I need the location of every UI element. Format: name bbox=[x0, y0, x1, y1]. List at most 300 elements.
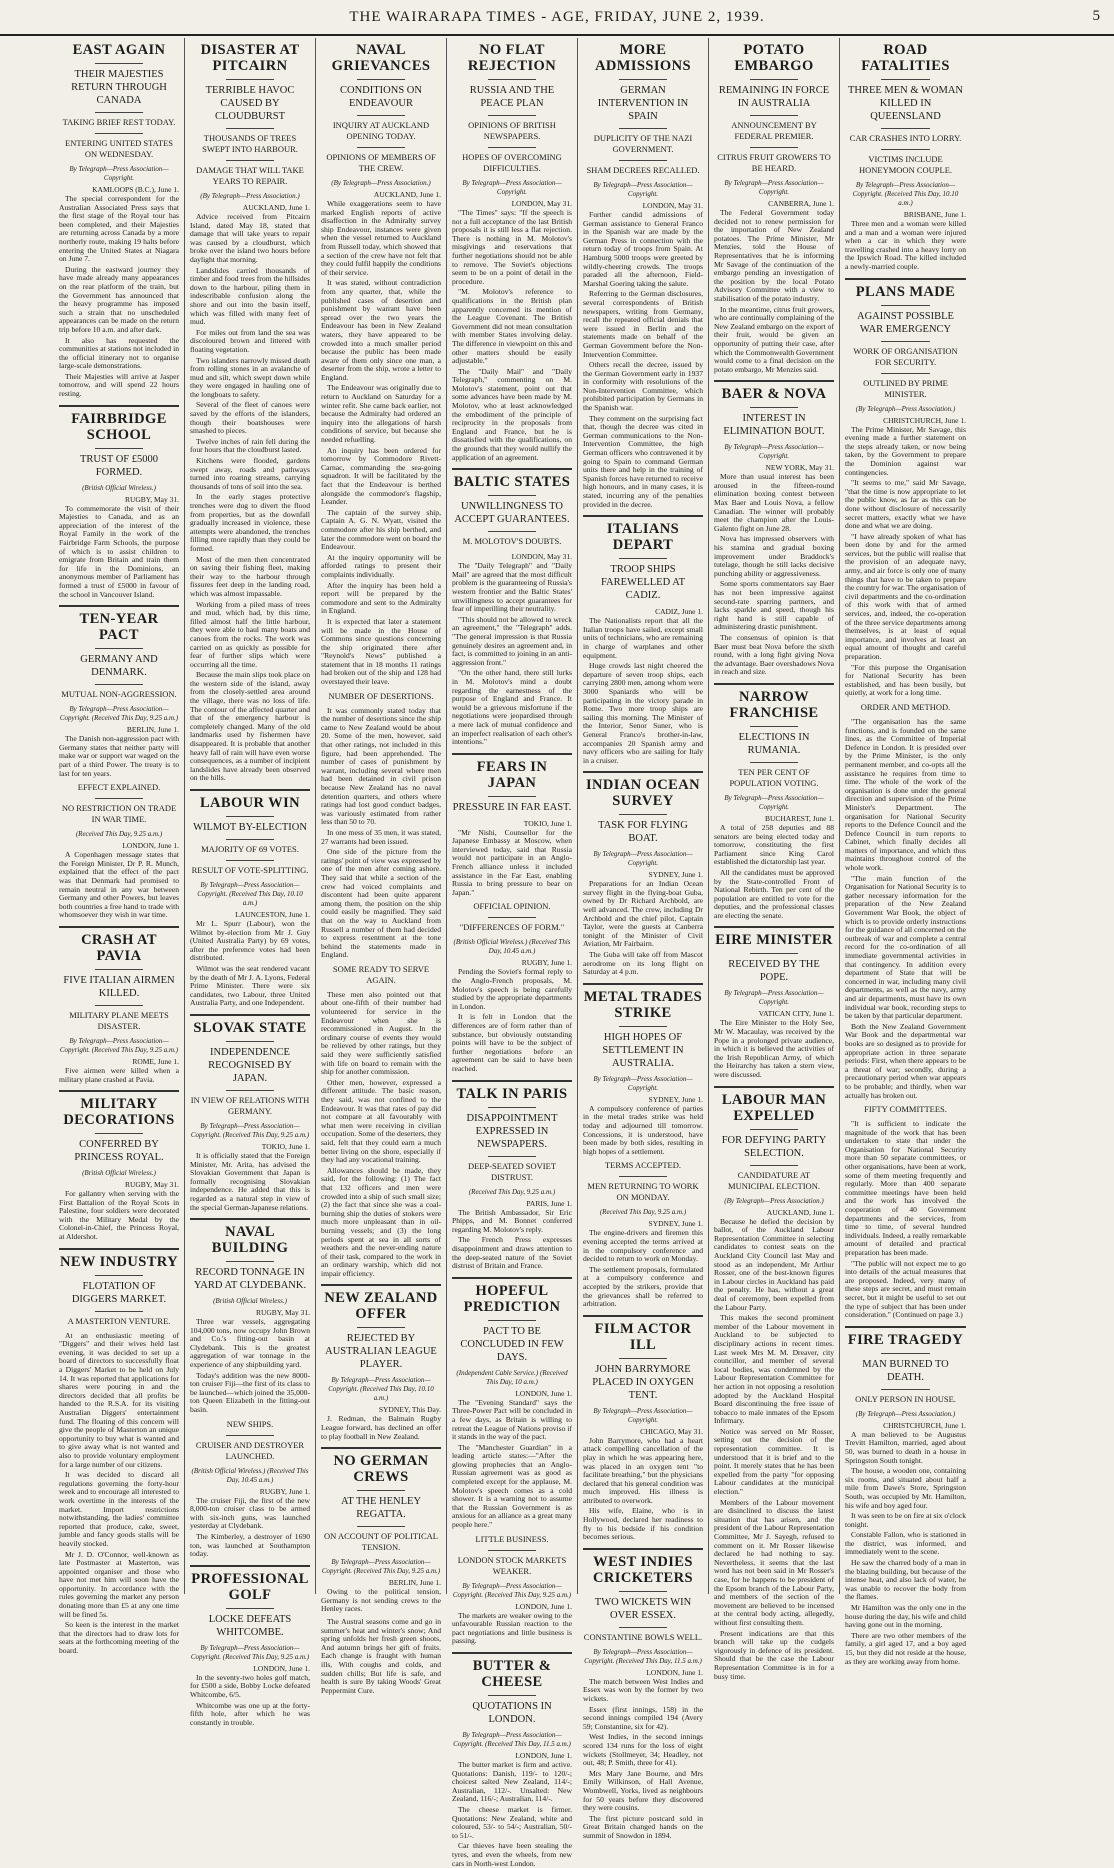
sub-rule bbox=[488, 147, 536, 148]
article-paragraph: For gallantry when serving with the First Battalion of the Royal Scots in Palestine, four soldiers were decorated with the Military Medal by the Colonel-in-Chief, the Princess Royal, at Aldershot. bbox=[59, 1189, 179, 1242]
article-subheading: VICTIMS INCLUDE HONEYMOON COUPLE. bbox=[858, 154, 953, 175]
article-dateline: LONDON, June 1. bbox=[253, 1663, 310, 1673]
article-headline: ITALIANS DEPART bbox=[606, 521, 680, 554]
article-headline: MORE ADMISSIONS bbox=[595, 42, 691, 74]
article-dateline: CHICAGO, May 31. bbox=[640, 1426, 703, 1436]
article-credit: (British Official Wireless.) bbox=[82, 483, 156, 492]
article-divider bbox=[190, 1218, 310, 1220]
article-paragraph: The butter market is firm and active. Quotations: Danish, 119/- to 120/-; choicest salted New Zealand, 114/-; Australian, 112/-. Unsalted: New Zealand, 116/-; Australian, 114/-. bbox=[452, 1760, 572, 1804]
article-headline: FIRE TRAGEDY bbox=[847, 1331, 964, 1348]
article-subheading: FLOTATION OF DIGGERS MARKET. bbox=[71, 1280, 167, 1305]
sub-rule bbox=[226, 860, 274, 861]
sub-rule bbox=[750, 115, 798, 116]
sub-rule bbox=[619, 160, 667, 161]
sub-rule bbox=[226, 1090, 274, 1091]
sub-rule bbox=[750, 762, 798, 763]
article-dateline: BERLIN, June 1. bbox=[388, 1578, 441, 1588]
article-dateline: TOKIO, June 1. bbox=[523, 818, 572, 828]
article-paragraph: For miles out from land the sea was discoloured brown and littered with floating vegetation. bbox=[190, 327, 310, 354]
article bbox=[321, 1284, 441, 1441]
sub-rule bbox=[488, 1107, 536, 1108]
article-credit: (Received This Day, 9.25 a.m.) bbox=[599, 1208, 687, 1217]
article-paragraph: "M. Molotov's reference to qualifications in the British plan apparently concerned its mention of the League Covenant. The British Government did not mean consultation with member States involving delay. The difference in viewpoint on this and other matters should be easily adjustable." bbox=[452, 287, 572, 366]
article-paragraph: It was seen to be on fire at six o'clock tonight. bbox=[845, 1511, 966, 1529]
article-dateline: RUGBY, May 31. bbox=[124, 494, 179, 504]
article bbox=[845, 702, 966, 1100]
article-dateline: RUGBY, June 1. bbox=[521, 958, 572, 968]
article-subheading: M. MOLOTOV'S DOUBTS. bbox=[462, 536, 562, 547]
article-paragraph: Because he defied the decision by ballot, of the Auckland Labour Representation Committee in selecting candidates to contest seats on the Auckland City Council last May and stood as an independent, Mr Arthur Rosser, one of the best-known figures in Labour circles in Auckland has paid the penalty. He has, without a great deal of ceremony, been expelled from the Labour Party. bbox=[714, 1216, 834, 1312]
article-headline: FAIRBRIDGE SCHOOL bbox=[71, 410, 167, 443]
sub-rule bbox=[95, 969, 143, 970]
article bbox=[583, 1160, 703, 1308]
article bbox=[845, 1326, 966, 1666]
article-dateline: CHRISTCHURCH, June 1. bbox=[883, 1420, 966, 1430]
article bbox=[583, 515, 703, 765]
sub-rule bbox=[488, 796, 536, 797]
article-subheading: DUPLICITY OF THE NAZI GOVERNMENT. bbox=[593, 133, 693, 154]
sub-rule bbox=[750, 953, 798, 954]
article-subheading: ELECTIONS IN RUMANIA. bbox=[738, 731, 810, 756]
article-dateline: CHRISTCHURCH, June 1. bbox=[883, 415, 966, 425]
article-subheading: PRESSURE IN FAR EAST. bbox=[452, 801, 572, 813]
article-headline: BUTTER & CHEESE bbox=[472, 1658, 552, 1690]
article-paragraph: It is felt in London that the differences are of form rather than of substance, but obviously outstanding points will have to be the subject of further negotiations before an agreement can be said to have been reached. bbox=[452, 1012, 572, 1073]
article-paragraph: One side of the picture from the ratings' point of view was expressed by one of the men after coming ashore. They said that while a section of the crew had voiced complaints and discontent had been quite apparent among them, the position on the ship could easily be magnified. They said that on the way to Auckland from Russell a number of them had decided to express resentment at the tone behind the statements made in England. bbox=[321, 847, 441, 960]
article bbox=[583, 983, 703, 1157]
article-dateline: AUCKLAND, June 1. bbox=[766, 1207, 834, 1217]
article-subheading: ONLY PERSON IN HOUSE. bbox=[855, 1393, 956, 1404]
sub-rule bbox=[488, 79, 536, 80]
article-subheading: TERMS ACCEPTED. bbox=[604, 1160, 682, 1171]
article-headline: FILM ACTOR ILL bbox=[594, 1320, 692, 1353]
article-headline: SLOVAK STATE bbox=[193, 1019, 307, 1036]
article-paragraph: Both the New Zealand Government War Book and the departmental war books are so designed as to provide for appropriate action in three separate periods: First, when there appears to be a threat of war; secondly, during a precautionary period when war appears to be probable; and thirdly, when war actually has broken out. bbox=[845, 1021, 966, 1100]
sub-rule bbox=[226, 160, 274, 161]
article-paragraph: Other men, however, expressed a different attitude. The basic reason, they said, was not confined to the Endeavour. It was that rates of pay did not compare at all favourably with what men were receiving in civilian occupation. Some of the deserters, they said, felt that they could earn a much better living on the shore, especially if they had any vocational training. bbox=[321, 1077, 441, 1165]
article-dateline: LONDON, May 31. bbox=[511, 199, 572, 208]
article-subheading: WORK OF ORGANISATION FOR SECURITY. bbox=[853, 345, 958, 367]
article-dateline: SYDNEY, June 1. bbox=[648, 870, 703, 880]
article-divider bbox=[452, 1080, 572, 1082]
article-dateline: LONDON, June 1. bbox=[515, 1388, 572, 1398]
article-credit: By Telegraph—Press Association—Copyright. bbox=[593, 1074, 693, 1092]
article-paragraph: The consensus of opinion is that Baer must beat Nova before the sixth round, with a long fight giving Nova the advantage. Baer overshadows Nova in reach and size. bbox=[714, 632, 834, 677]
article bbox=[714, 42, 834, 374]
article-headline: POTATO EMBARGO bbox=[734, 42, 814, 74]
article bbox=[845, 1104, 966, 1320]
article-headline: LABOUR WIN bbox=[199, 795, 300, 811]
article-headline: MILITARY DECORATIONS bbox=[63, 1096, 175, 1129]
article-dateline: BRISBANE, June 1. bbox=[903, 210, 966, 219]
article-credit: By Telegraph—Press Association—Copyright. (Received This Day, 10.10 a.m.) bbox=[328, 1376, 434, 1403]
article-paragraph: Advice received from Pitcairn Island, dated May 18, stated that damage that will take years to repair was caused by a cloudburst, which broke over the island two hours before daylight that morning. bbox=[190, 212, 310, 264]
article bbox=[714, 1086, 834, 1681]
article-paragraph: "On the other hand, there still lurks in M. Molotov's mind a doubt regarding the earnestness of the purpose of England and France. It would be a grievous misfortune if the negotiations were jeopardised through a mere lack of mutual confidence and an imperfect realisation of each other's intentions." bbox=[452, 668, 572, 747]
article-subheading: AT THE HENLEY REGATTA. bbox=[340, 1496, 422, 1521]
article-subheading: SHAM DECREES RECALLED. bbox=[586, 165, 700, 175]
article bbox=[452, 1534, 572, 1646]
article-paragraph: Today's addition was the new 8000-ton cruiser Fiji—the first of its class to be launched—which joined the 35,000-ton Queen Elizabeth in the fitting-out basin. bbox=[190, 1370, 310, 1415]
article-paragraph: They comment on the surprising fact that, though the decree was cited in German communications to the Non-Intervention Committee, the high German officers who contravened it by going to Spain to command German units there and help in the training of Spanish forces have returned to receive high honours, and in many cases, it is stated, incurring any of the penalties provided in the decree. bbox=[583, 413, 703, 509]
article bbox=[321, 691, 441, 960]
article-divider bbox=[845, 1326, 966, 1328]
article-subheading: A MASTERTON VENTURE. bbox=[67, 1315, 171, 1326]
article-subheading: THOUSANDS OF TREES SWEPT INTO HARBOUR. bbox=[202, 133, 298, 154]
sub-rule bbox=[619, 128, 667, 129]
sub-rule bbox=[619, 558, 667, 559]
sub-rule bbox=[881, 373, 929, 374]
news-column bbox=[709, 38, 840, 1681]
article-divider bbox=[714, 926, 834, 928]
article-headline: DISASTER AT PITCAIRN bbox=[200, 42, 300, 74]
article-paragraph: The "Daily Telegraph" and "Daily Mail" are agreed that the most difficult problem is the guaranteeing of Russia's western frontier and the Baltic States' unwillingness to accept guarantees for fear of imperilling their neutrality. bbox=[452, 561, 572, 614]
article-subheading: IN VIEW OF RELATIONS WITH GERMANY. bbox=[190, 1094, 310, 1116]
article bbox=[452, 1080, 572, 1271]
article-paragraph: In one mess of 35 men, it was stated, 27 warrants had been issued. bbox=[321, 827, 441, 846]
page-number: 5 bbox=[1092, 8, 1100, 24]
article-credit: By Telegraph—Press Association—Copyright. bbox=[593, 181, 693, 198]
article-dateline: RUGBY, May 31. bbox=[124, 1180, 179, 1190]
article-credit: By Telegraph—Press Association—Copyright. (Received This Day, 9.25 a.m.) bbox=[59, 1036, 179, 1054]
article-dateline: LONDON, June 1. bbox=[515, 1601, 572, 1611]
article-credit: By Telegraph—Press Association—Copyright. (Received This Day, 9.25 a.m.) bbox=[190, 1643, 310, 1661]
sub-rule bbox=[95, 1311, 143, 1312]
article-credit: By Telegraph—Press Association—Copyright. (Received This Day, 9.25 a.m.) bbox=[190, 1121, 310, 1139]
article bbox=[714, 683, 834, 921]
article-dateline: AUCKLAND, June 1. bbox=[242, 203, 310, 212]
article-dateline: NEW YORK, May 31. bbox=[765, 463, 834, 473]
article bbox=[59, 42, 179, 399]
article-headline: CRASH AT PAVIA bbox=[81, 931, 157, 964]
news-column bbox=[185, 38, 316, 1727]
article-divider bbox=[583, 515, 703, 517]
article-subheading: FIVE ITALIAN AIRMEN KILLED. bbox=[63, 974, 175, 999]
article-subheading: LONDON STOCK MARKETS WEAKER. bbox=[457, 1554, 567, 1576]
sub-rule bbox=[95, 448, 143, 449]
article-paragraph: The Endeavour was originally due to return to Auckland on Saturday for a winter refit. She came back earlier, not because the Admiralty had ordered an inquiry into the allegations of harsh conditions of service, but because she needed refuelling. bbox=[321, 383, 441, 445]
article-paragraph: Notice was served on Mr Rosser, setting out the decision of the representation committee. It is understood that it is brief and to the point. It merely states that he has been expelled from the party "for opposing Labour candidates at the municipal election." bbox=[714, 1426, 834, 1497]
article-paragraph: The "Manchester Guardian" in a leading article states:—"After the glowing prophecies that an Anglo-Russian agreement was as good as completed except for the applause, M. Molotov's speech comes as a cold shower. It is a warning not to assume that the Russian Government is as anxious for an alliance as a great many people here." bbox=[452, 1442, 572, 1530]
article-divider bbox=[190, 1014, 310, 1016]
sub-rule bbox=[619, 1176, 667, 1177]
article-paragraph: To commemorate the visit of their Majesties to Canada, and as an appreciation of the interest of the Royal Family in the work of the Fairbridge Farm Schools, the purpose of which is to assist children to emigrate from Britain and train them for life in the Dominions, an anonymous member of Parliament has formed a trust of £5000 in favour of the school in Vancouver Island. bbox=[59, 503, 179, 599]
article-paragraph: The cruiser Fiji, the first of the new 8,000-ton cruiser class to be armed with six-inch guns, was launched yesterday at Clydebank. bbox=[190, 1495, 310, 1531]
article-paragraph: The Kimberley, a destroyer of 1690 ton, was launched at Southampton today. bbox=[190, 1532, 310, 1559]
article bbox=[321, 1618, 441, 1695]
article-paragraph: "The Times" says: "If the speech is not a full acceptance of the last British proposals it is still less a flat rejection. There is nothing in M. Molotov's misgivings and reservations that further negotiations should not be able to remove. The Soviet's objections seem to be on a point of detail in the procedure. bbox=[452, 208, 572, 286]
article-paragraph: Three men and a woman were killed and a man and a woman were injured when a car in which they were travelling crashed into a heavy lorry on the Ipswich Road. The killed included a newly-married couple. bbox=[845, 219, 966, 271]
article bbox=[452, 753, 572, 898]
article-dateline: SYDNEY, June 1. bbox=[648, 1094, 703, 1104]
article bbox=[321, 964, 441, 1279]
article-headline: NEW ZEALAND OFFER bbox=[324, 1290, 438, 1323]
article-paragraph: The markets are weaker owing to the unfavourable Russian reaction to the pact negotiations and little business is passing. bbox=[452, 1610, 572, 1646]
article-credit: By Telegraph—Press Association—Copyright. bbox=[724, 989, 824, 1007]
article-paragraph: The captain of the survey ship, Captain A. G. N. Wyatt, visited the commodore after his ship berthed, and later the commodore went on board the Endeavour. bbox=[321, 507, 441, 552]
sub-rule bbox=[881, 1353, 929, 1354]
article-subheading: NEW SHIPS. bbox=[226, 1418, 274, 1429]
article-credit: By Telegraph—Press Association—Copyright. bbox=[724, 793, 824, 811]
article-subheading: CRUISER AND DESTROYER LAUNCHED. bbox=[195, 1439, 305, 1461]
article-paragraph: It also has requested the communities at stations not included in the official itinerary not to organise large-scale demonstrations. bbox=[59, 335, 179, 371]
article-subheading: LOCKE DEFEATS WHITCOMBE. bbox=[208, 1613, 292, 1638]
article-paragraph: Their Majesties will arrive at Jasper tomorrow, and will spend 22 hours resting. bbox=[59, 371, 179, 399]
article-paragraph: The first picture postcard sold in Great Britain changed hands on the summit of Snowdon in 1894. bbox=[583, 1813, 703, 1840]
article-paragraph: The match between West Indies and Essex was won by the former by two wickets. bbox=[583, 1676, 703, 1704]
article-subheading: THREE MEN & WOMAN KILLED IN QUEENSLAND bbox=[847, 85, 963, 122]
article-paragraph: Pending the Soviet's formal reply to the Anglo-French proposals, M. Molotov's speech is being carefully studied by the appropriate departments in London. bbox=[452, 967, 572, 1011]
sub-rule bbox=[488, 1320, 536, 1321]
article-paragraph: After the inquiry has been held a report will be prepared by the commodore and sent to the Admiralty in England. bbox=[321, 580, 441, 616]
sub-rule bbox=[881, 341, 929, 342]
article-subheading: GERMANY AND DENMARK. bbox=[80, 654, 158, 679]
article-headline: TEN-YEAR PACT bbox=[79, 611, 159, 644]
sub-rule bbox=[357, 115, 405, 116]
article-headline: EIRE MINISTER bbox=[715, 932, 833, 949]
article-paragraph: More than usual interest has been aroused in the fifteen-round elimination boxing contest between Max Baer and Louis Nova, a fellow Canadian. The winner will probably meet the champion after the Louis-Galento fight on June 28. bbox=[714, 472, 834, 533]
article-dateline: LONDON, May 31. bbox=[642, 201, 703, 210]
article-paragraph: "This should not be allowed to wreck an agreement," the "Telegraph" adds. "The general impression is that Russia genuinely desires an agreement and, in fact, is committed to joining in an anti-aggression front." bbox=[452, 614, 572, 667]
article-subheading: CITRUS FRUIT GROWERS TO BE HEARD. bbox=[717, 152, 831, 173]
article-subheading: THEIR MAJESTIES RETURN THROUGH CANADA bbox=[71, 69, 167, 106]
article-paragraph: "The organisation has the same functions, and is founded on the same lines, as the Committee of Imperial Defence in London. It is presided over by the Prime Minister, is the only permanent member, and co-opts all the assistance he requires from time to time. The whole of the work of the organisation is done under the general direction and supervision of the Prime Minister's Department. The organisation for National Security reports to the Defence Council and the Defence Council in turn reports to Cabinet, which finally decides all matters of importance, and which thus maintains throughout control of the whole work. bbox=[845, 716, 966, 873]
article-subheading: CONFERRED BY PRINCESS ROYAL. bbox=[74, 1139, 164, 1164]
article-dateline: LONDON, June 1. bbox=[646, 1667, 703, 1677]
article-paragraph: So keen is the interest in the market that the directors had to draw lots for seats at the forthcoming meeting of the board. bbox=[59, 1620, 179, 1656]
article-divider bbox=[714, 380, 834, 382]
article-credit: (British Official Wireless.) bbox=[82, 1169, 156, 1178]
article-paragraph: The "Evening Standard" says the Three-Power Pact will be concluded in a few days, as Britain is willing to retreat the League of Nations proviso if it stands in the way of the pact. bbox=[452, 1397, 572, 1442]
article-subheading: OFFICIAL OPINION. bbox=[473, 901, 551, 912]
article-paragraph: The Austral seasons come and go in summer's heat and winter's snow; And spring unfolds her fresh green shoots, And autumn brings her gift of fruits. Each change is fraught with human ills, With coughs and colds, and sudden chills; But life is safe, and health is sure By taking Woods' Great Peppermint Cure. bbox=[321, 1617, 441, 1695]
article-paragraph: Two islanders narrowly missed death from rolling stones in an avalanche of mud and silt, which swept down while they were engaged in hauling one of the longboats to safety. bbox=[190, 355, 310, 399]
article-credit: (By Telegraph—Press Association.) bbox=[331, 179, 431, 187]
article-paragraph: Five airmen were killed when a military plane crashed at Pavia. bbox=[59, 1065, 179, 1084]
article-subheading: NUMBER OF DESERTIONS. bbox=[328, 690, 434, 701]
sub-rule bbox=[488, 1156, 536, 1157]
article-paragraph: Others recall the decree, issued by the German Government early in 1937 in conformity with resolutions of the Non-Intervention Committee, which prohibited participation by Germans in the Spanish war. bbox=[583, 360, 703, 413]
article-paragraph: A Copenhagen message states that the Foreign Minister, Dr P. R. Munch, explained that the effect of the pact was that Denmark had promised to remain neutral in any war between Germany and other Powers, but leaves both countries a free hand to trade with whomsoever they wish in war time. bbox=[59, 850, 179, 920]
article bbox=[452, 468, 572, 746]
article-paragraph: Present indications are that this branch will take up the cudgels vigorously in defence of its president. Should that be the case the Labour Representation Committee is in for a busy time. bbox=[714, 1628, 834, 1681]
article-divider bbox=[59, 405, 179, 407]
sub-rule bbox=[488, 115, 536, 116]
article-dateline: LONDON, May 31. bbox=[511, 552, 572, 562]
sub-rule bbox=[488, 531, 536, 532]
article-divider bbox=[59, 926, 179, 928]
article bbox=[452, 901, 572, 1073]
article-divider bbox=[321, 1284, 441, 1286]
article bbox=[59, 405, 179, 600]
article-paragraph: Mr Hamilton was the only one in the house during the day, his wife and child having gone out in the morning. bbox=[845, 1603, 966, 1630]
article-paragraph: At the inquiry opportunity will be afforded ratings to present their complaints individually. bbox=[321, 552, 441, 579]
article-dateline: SYDNEY, This Day. bbox=[378, 1405, 441, 1415]
article-paragraph: Nova has impressed observers with his stamina and gradual boxing improvement under Braddock's tutelage, though he still lacks decisive punching ability or aggressiveness. bbox=[714, 534, 834, 578]
sub-rule bbox=[881, 1389, 929, 1390]
article-divider bbox=[452, 1277, 572, 1279]
article-headline: HOPEFUL PREDICTION bbox=[463, 1282, 561, 1315]
article-headline: NAVAL BUILDING bbox=[211, 1224, 289, 1257]
article-paragraph: It was commonly stated today that the number of desertions since the ship came to New Zealand would be about 20. Some of the men, however, said that other ratings, not included in this figure, had been apprehended. The number of cases of punishment by warrant, including several where men had been detained in civil prison because New Zealand has no naval detention quarters, and others where ratings had lost good conduct badges, was variously estimated from rather less than 50 to 70. bbox=[321, 705, 441, 827]
article-paragraph: "The main function of the Organisation for National Security is to gather necessary information for the preparation of the New Zealand Government War Book, the object of which is to provide orderly instructions for the guidance of all concerned on the outbreak of war and complete a central record for the co-ordination of all immediate governmental activities in that contingency. In addition every department of State that will be concerned in war, including many civil departments, as well as the navy, army and air departments, must have its own individual war book, recording steps to be taken by that particular department. bbox=[845, 873, 966, 1021]
article-dateline: SYDNEY, June 1. bbox=[648, 1219, 703, 1229]
sub-rule bbox=[488, 1695, 536, 1696]
article bbox=[59, 926, 179, 1084]
article-paragraph: At an enthusiastic meeting of "Diggers" and their wives held last evening, it was decided to set up a board of directors to successfully float a Diggers' Market to be held on July 14. It was reported that applications for shares were pouring in and the directors decided that all profits be handed to the R.S.A. for its visiting Australian Diggers' entertainment fund. The floating of this concern will give the people of Masterton an unique opportunity to buy what is wanted and to give away what is not wanted and also to provide voluntary employment for a large number of our citizens. bbox=[59, 1330, 179, 1469]
article-credit: (Independent Cable Service.) (Received This Day, 10 a.m.) bbox=[456, 1368, 568, 1386]
article bbox=[321, 42, 441, 687]
article-headline: TALK IN PARIS bbox=[456, 1085, 568, 1102]
article-subheading: DEEP-SEATED SOVIET DISTRUST. bbox=[467, 1160, 557, 1182]
sub-rule bbox=[357, 1327, 405, 1328]
masthead bbox=[0, 0, 1114, 36]
article-paragraph: John Barrymore, who had a heart attack compelling cancellation of the play in which he was appearing here, was placed in an oxygen tent "to facilitate breathing," but the physicians declared that his general condition was much improved. His illness is attributed to overwork. bbox=[583, 1435, 703, 1505]
article-dateline: AUCKLAND, June 1. bbox=[373, 190, 441, 199]
sub-rule bbox=[95, 1005, 143, 1006]
article-subheading: TROOP SHIPS FAREWELLED AT CADIZ. bbox=[600, 564, 686, 602]
article-credit: By Telegraph—Press Association—Copyright. (Received This Day, 11.5 a.m.) bbox=[453, 1731, 571, 1748]
article-headline: ROAD FATALITIES bbox=[861, 42, 950, 74]
article-subheading: ANNOUNCEMENT BY FEDERAL PREMIER. bbox=[731, 120, 817, 141]
article-subheading: "DIFFERENCES OF FORM." bbox=[459, 922, 565, 933]
article bbox=[583, 1315, 703, 1542]
article-subheading: DISAPPOINTMENT EXPRESSED IN NEWSPAPERS. bbox=[466, 1112, 558, 1150]
article-subheading: TERRIBLE HAVOC CAUSED BY CLOUDBURST bbox=[205, 85, 295, 122]
article-headline: PROFESSIONAL GOLF bbox=[191, 1570, 309, 1603]
article-divider bbox=[59, 1248, 179, 1250]
news-columns bbox=[54, 38, 1108, 1868]
sub-rule bbox=[488, 495, 536, 496]
sub-rule bbox=[357, 1526, 405, 1527]
article-paragraph: Members of the Labour movement are disinclined to discuss the latest situation that has arisen, and the president of the Labour Representation Committee, Mr J. Sayegh, refused to comment on it. Mr Rosser likewise declared he had nothing to say. Nevertheless, it seems that the last word has not been said in Mr Rosser's case, for he happens to be president of the Epsom branch of the Labour Party, and members of the section of the movement are believed to be incensed at the central body acting, allegedly, without first consulting them. bbox=[714, 1497, 834, 1627]
article-dateline: LAUNCESTON, June 1. bbox=[235, 910, 310, 919]
article-paragraph: Three war vessels, aggregating 104,000 tons, now occupy John Brown and Co.'s fitting-out basin at Clydebank. This is the greatest aggregation of war tonnage in the experience of any shipbuilding yard. bbox=[190, 1317, 310, 1370]
article-paragraph: His wife, Elaine, who is in Hollywood, declared her readiness to fly to his bedside if his condition becomes serious. bbox=[583, 1506, 703, 1542]
article-subheading: INDEPENDENCE RECOGNISED BY JAPAN. bbox=[208, 1046, 292, 1084]
article-paragraph: "For this purpose the Organisation for National Security has been established, and has been busily, but quietly, at work for a long time. bbox=[845, 662, 966, 698]
article-subheading: OPINIONS OF MEMBERS OF THE CREW. bbox=[326, 152, 436, 173]
article-paragraph: The engine-drivers and firemen this evening accepted the terms arrived at in the compulsory conference and decided to return to work on Monday. bbox=[583, 1228, 703, 1264]
article-paragraph: The "Daily Mail" and "Daily Telegraph," commenting on M. Molotov's statement, point out that some advances have been made by M. Molotov, who at least acknowledged the embodiment of the principle of reciprocity in the proposals from England and France, but he is dissatisfied with the qualifications, on the grounds that they would nullify the application of an agreement. bbox=[452, 366, 572, 462]
article-paragraph: An inquiry has been ordered for tomorrow by Commodore Rivett-Carnac, commanding the sea-going squadron. It will be facilitated by the fact that the Endeavour is berthed alongside the commodore's flagship, Leander. bbox=[321, 445, 441, 507]
article-paragraph: The house, a wooden one, containing six rooms, and situated about half a mile from Dawe's Store, Springston South, was occupied by Mr. Hamilton, his wife and boy aged four. bbox=[845, 1466, 966, 1510]
article-subheading: TRUST OF £5000 FORMED. bbox=[80, 453, 158, 478]
article-paragraph: Twelve inches of rain fell during the four hours that the cloudburst lasted. bbox=[190, 436, 310, 455]
article-paragraph: Wilmot was the seat rendered vacant by the death of Mr J. A. Lyons, Federal Prime Minister. There were six candidates, two Labour, three United Australia Party, and one Independent. bbox=[190, 963, 310, 1008]
article-divider bbox=[583, 983, 703, 985]
article bbox=[583, 1548, 703, 1841]
article-headline: EAST AGAIN bbox=[72, 42, 166, 58]
article-divider bbox=[452, 1652, 572, 1654]
article-credit: By Telegraph—Press Association—Copyright. bbox=[724, 443, 824, 461]
article-paragraph: The Eire Minister to the Holy See, Mr W. Macaulay, was received by the Pope in a prolonged private audience, in which it is believed the activities of the Irish Republican Army, of which the Heirarchy has taken a stern view, were discussed. bbox=[714, 1018, 834, 1080]
article-subheading: RECORD TONNAGE IN YARD AT CLYDEBANK. bbox=[193, 1267, 307, 1292]
article-paragraph: A man believed to be Augustus Trevitt Hamilton, married, aged about 50, was burned to death in a house in Springston South tonight. bbox=[845, 1429, 966, 1465]
article bbox=[190, 1565, 310, 1728]
article-paragraph: The Federal Government today decided not to renew permission for the importation of New Zealand potatoes. The Prime Minister, Mr Menzies, told the House of Representatives that he is informing Mr Savage of the continuation of the embargo pending an investigation of the position by the local Potato Advisory Committee with a view to stabilisation of the potato industry. bbox=[714, 208, 834, 303]
article-subheading: REMAINING IN FORCE IN AUSTRALIA bbox=[718, 85, 830, 109]
article-paragraph: Mr J. D. O'Connor, well-known as late Postmaster at Masterton, was appointed organiser and those who have not met him will soon have the opportunity. In accordance with the rules governing the market any person donating more than £5 at any one time will be fined 5s. bbox=[59, 1549, 179, 1619]
article-subheading: REJECTED BY AUSTRALIAN LEAGUE PLAYER. bbox=[325, 1333, 437, 1371]
sub-rule bbox=[881, 79, 929, 80]
article-paragraph: Further candid admissions of German assistance to General Franco in the Spanish war are made by the German Press in connection with the return today of troops from Spain. At Hamburg 5000 troops were greeted by wildly-cheering crowds. The troops paraded all the afternoon, Field-Marshal Goering taking the salute. bbox=[583, 210, 703, 288]
article-paragraph: The French Press expresses disappointment and draws attention to the deep-seated nature of the Soviet distrust of Britain and France. bbox=[452, 1235, 572, 1271]
sub-rule bbox=[357, 147, 405, 148]
article-paragraph: Car thieves have been stealing the tyres, and even the wheels, from new cars in North-west London. bbox=[452, 1841, 572, 1868]
article-paragraph: It is officially stated that the Foreign Minister, Mr. Arita, has advised the Slovakian Government that Japan is formally recognising Slovakian independence. He added that this is regarded as a natural step in view of the special German-Japanese relations. bbox=[190, 1150, 310, 1212]
article-paragraph: J. Redman, the Balmain Rugby League forward, has declined an offer to play football in New Zealand. bbox=[321, 1414, 441, 1441]
news-column bbox=[840, 38, 971, 1666]
article-subheading: TAKING BRIEF REST TODAY. bbox=[62, 117, 176, 127]
article-credit: (British Official Wireless.) (Received This Day, 10.45 a.m.) bbox=[191, 1466, 309, 1484]
article bbox=[583, 42, 703, 509]
article-paragraph: The British Ambassador, Sir Eric Phipps, and M. Bonnet conferred regarding M. Molotov's reply. bbox=[452, 1207, 572, 1234]
article-credit: By Telegraph—Press Association—Copyright. bbox=[593, 1406, 693, 1424]
article-subheading: JOHN BARRYMORE PLACED IN OXYGEN TENT. bbox=[592, 1363, 694, 1401]
article-paragraph: Owing to the political tension, Germany is not sending crews to the Henley races. bbox=[321, 1587, 441, 1614]
article-paragraph: Mrs Mary Jane Bourne, and Mrs Emily Wilkinson, of Hall Avenue, Wombwell, Yorks, lived as neighbours for 50 years before they discovered they were cousins. bbox=[583, 1768, 703, 1813]
article-dateline: CANBERRA, June 1. bbox=[768, 199, 834, 208]
article-paragraph: The settlement proposals, formulated at a compulsory conference and accepted by the strikers, provide that the grievances shall be referred to arbitration. bbox=[583, 1264, 703, 1309]
article-paragraph: Landslides carried thousands of timber and food trees from the hillsides down to the harbour, piling them in indescribable confusion along the shore and out into the basin itself, which was filled with many feet of mud. bbox=[190, 265, 310, 327]
article-divider bbox=[190, 789, 310, 791]
article bbox=[321, 1447, 441, 1614]
article-subheading: DAMAGE THAT WILL TAKE YEARS TO REPAIR. bbox=[196, 165, 304, 186]
article-headline: BAER & NOVA bbox=[721, 386, 827, 403]
sub-rule bbox=[95, 133, 143, 134]
article-subheading: MILITARY PLANE MEETS DISASTER. bbox=[69, 1009, 169, 1031]
sub-rule bbox=[95, 1133, 143, 1134]
sub-rule bbox=[881, 305, 929, 306]
article-dateline: LONDON, June 1. bbox=[515, 1751, 572, 1760]
article-subheading: RESULT OF VOTE-SPLITTING. bbox=[191, 865, 309, 875]
article-divider bbox=[583, 1548, 703, 1550]
article-dateline: TOKIO, June 1. bbox=[261, 1141, 310, 1151]
article-headline: FEARS IN JAPAN bbox=[476, 758, 548, 791]
article-divider bbox=[59, 605, 179, 607]
article-credit: By Telegraph—Press Association—Copyright. bbox=[462, 179, 562, 196]
article-paragraph: These men also pointed out that about one-fifth of their number had volunteered for service in the Endeavour when she is recommissioned in August. In the ordinary course of events they would be relieved by other ratings, but they said they were sufficiently satisfied with life on board to remain with the ship for another commission. bbox=[321, 989, 441, 1077]
article-subheading: ENTERING UNITED STATES ON WEDNESDAY. bbox=[65, 138, 173, 159]
article-subheading: MEN RETURNING TO WORK ON MONDAY. bbox=[587, 1181, 699, 1203]
article-subheading: ON ACCOUNT OF POLITICAL TENSION. bbox=[324, 1531, 438, 1553]
article-divider bbox=[845, 278, 966, 280]
article-subheading: WILMOT BY-ELECTION bbox=[193, 822, 307, 833]
sub-rule bbox=[95, 63, 143, 64]
article-subheading: TEN PER CENT OF POPULATION VOTING. bbox=[729, 766, 819, 788]
article-paragraph: "It is sufficient to indicate the magnitude of the work that has been undertaken to state that under the Organisation for National Security more than 50 separate committees, or other organisations, have been at work, some of them meeting frequently and regularly. More than 400 separate committee meetings have been held and the work has involved the cooperation of 40 Government departments and the services, from time to time, of several hundred individuals. Indeed, a really remarkable amount of detailed and practical preparation has been made. bbox=[845, 1119, 966, 1257]
article bbox=[59, 782, 179, 920]
article-paragraph: West Indies, in the second innings scored 134 runs for the loss of eight wickets (Stollmeyer, 34; Headley, not out, 48; P. Smith, three for 41). bbox=[583, 1732, 703, 1768]
article-paragraph: The Nationalists report that all the Italian troops have sailed, except small units of technicians, who are remaining in charge of warplanes and other equipment. bbox=[583, 616, 703, 660]
article-headline: BALTIC STATES bbox=[453, 474, 571, 491]
article-headline: PLANS MADE bbox=[855, 283, 956, 300]
article-credit: (By Telegraph—Press Association.) bbox=[855, 404, 956, 413]
article-headline: WEST INDIES CRICKETERS bbox=[593, 1553, 693, 1586]
article-dateline: PARIS, June 1. bbox=[526, 1198, 572, 1208]
sub-rule bbox=[95, 684, 143, 685]
article-subheading: MAN BURNED TO DEATH. bbox=[862, 1358, 949, 1383]
article bbox=[59, 605, 179, 778]
article-paragraph: Essex (first innings, 158) in the second innings compiled 194 (Avery 59; Constantine, six for 42). bbox=[583, 1704, 703, 1731]
article-paragraph: Working from a piled mass of trees and mud, which had, by this time, filled almost half the little harbour, they were able to haul many boats and canoes from the rocks. The work was carried on as quickly as possible for fear of further slips which were occurring all the time. bbox=[190, 599, 310, 669]
sub-rule bbox=[619, 1358, 667, 1359]
article-subheading: TASK FOR FLYING BOAT. bbox=[598, 820, 688, 845]
article-divider bbox=[190, 1565, 310, 1567]
sub-rule bbox=[750, 726, 798, 727]
article-paragraph: "Mr Nishi, Counsellor for the Japanese Embassy at Moscow, when interviewed today, said that Russia would not participate in an Anglo-French alliance unless it included assistance in the Far East, enabling Russia to bring pressure to bear on Japan." bbox=[452, 827, 572, 897]
